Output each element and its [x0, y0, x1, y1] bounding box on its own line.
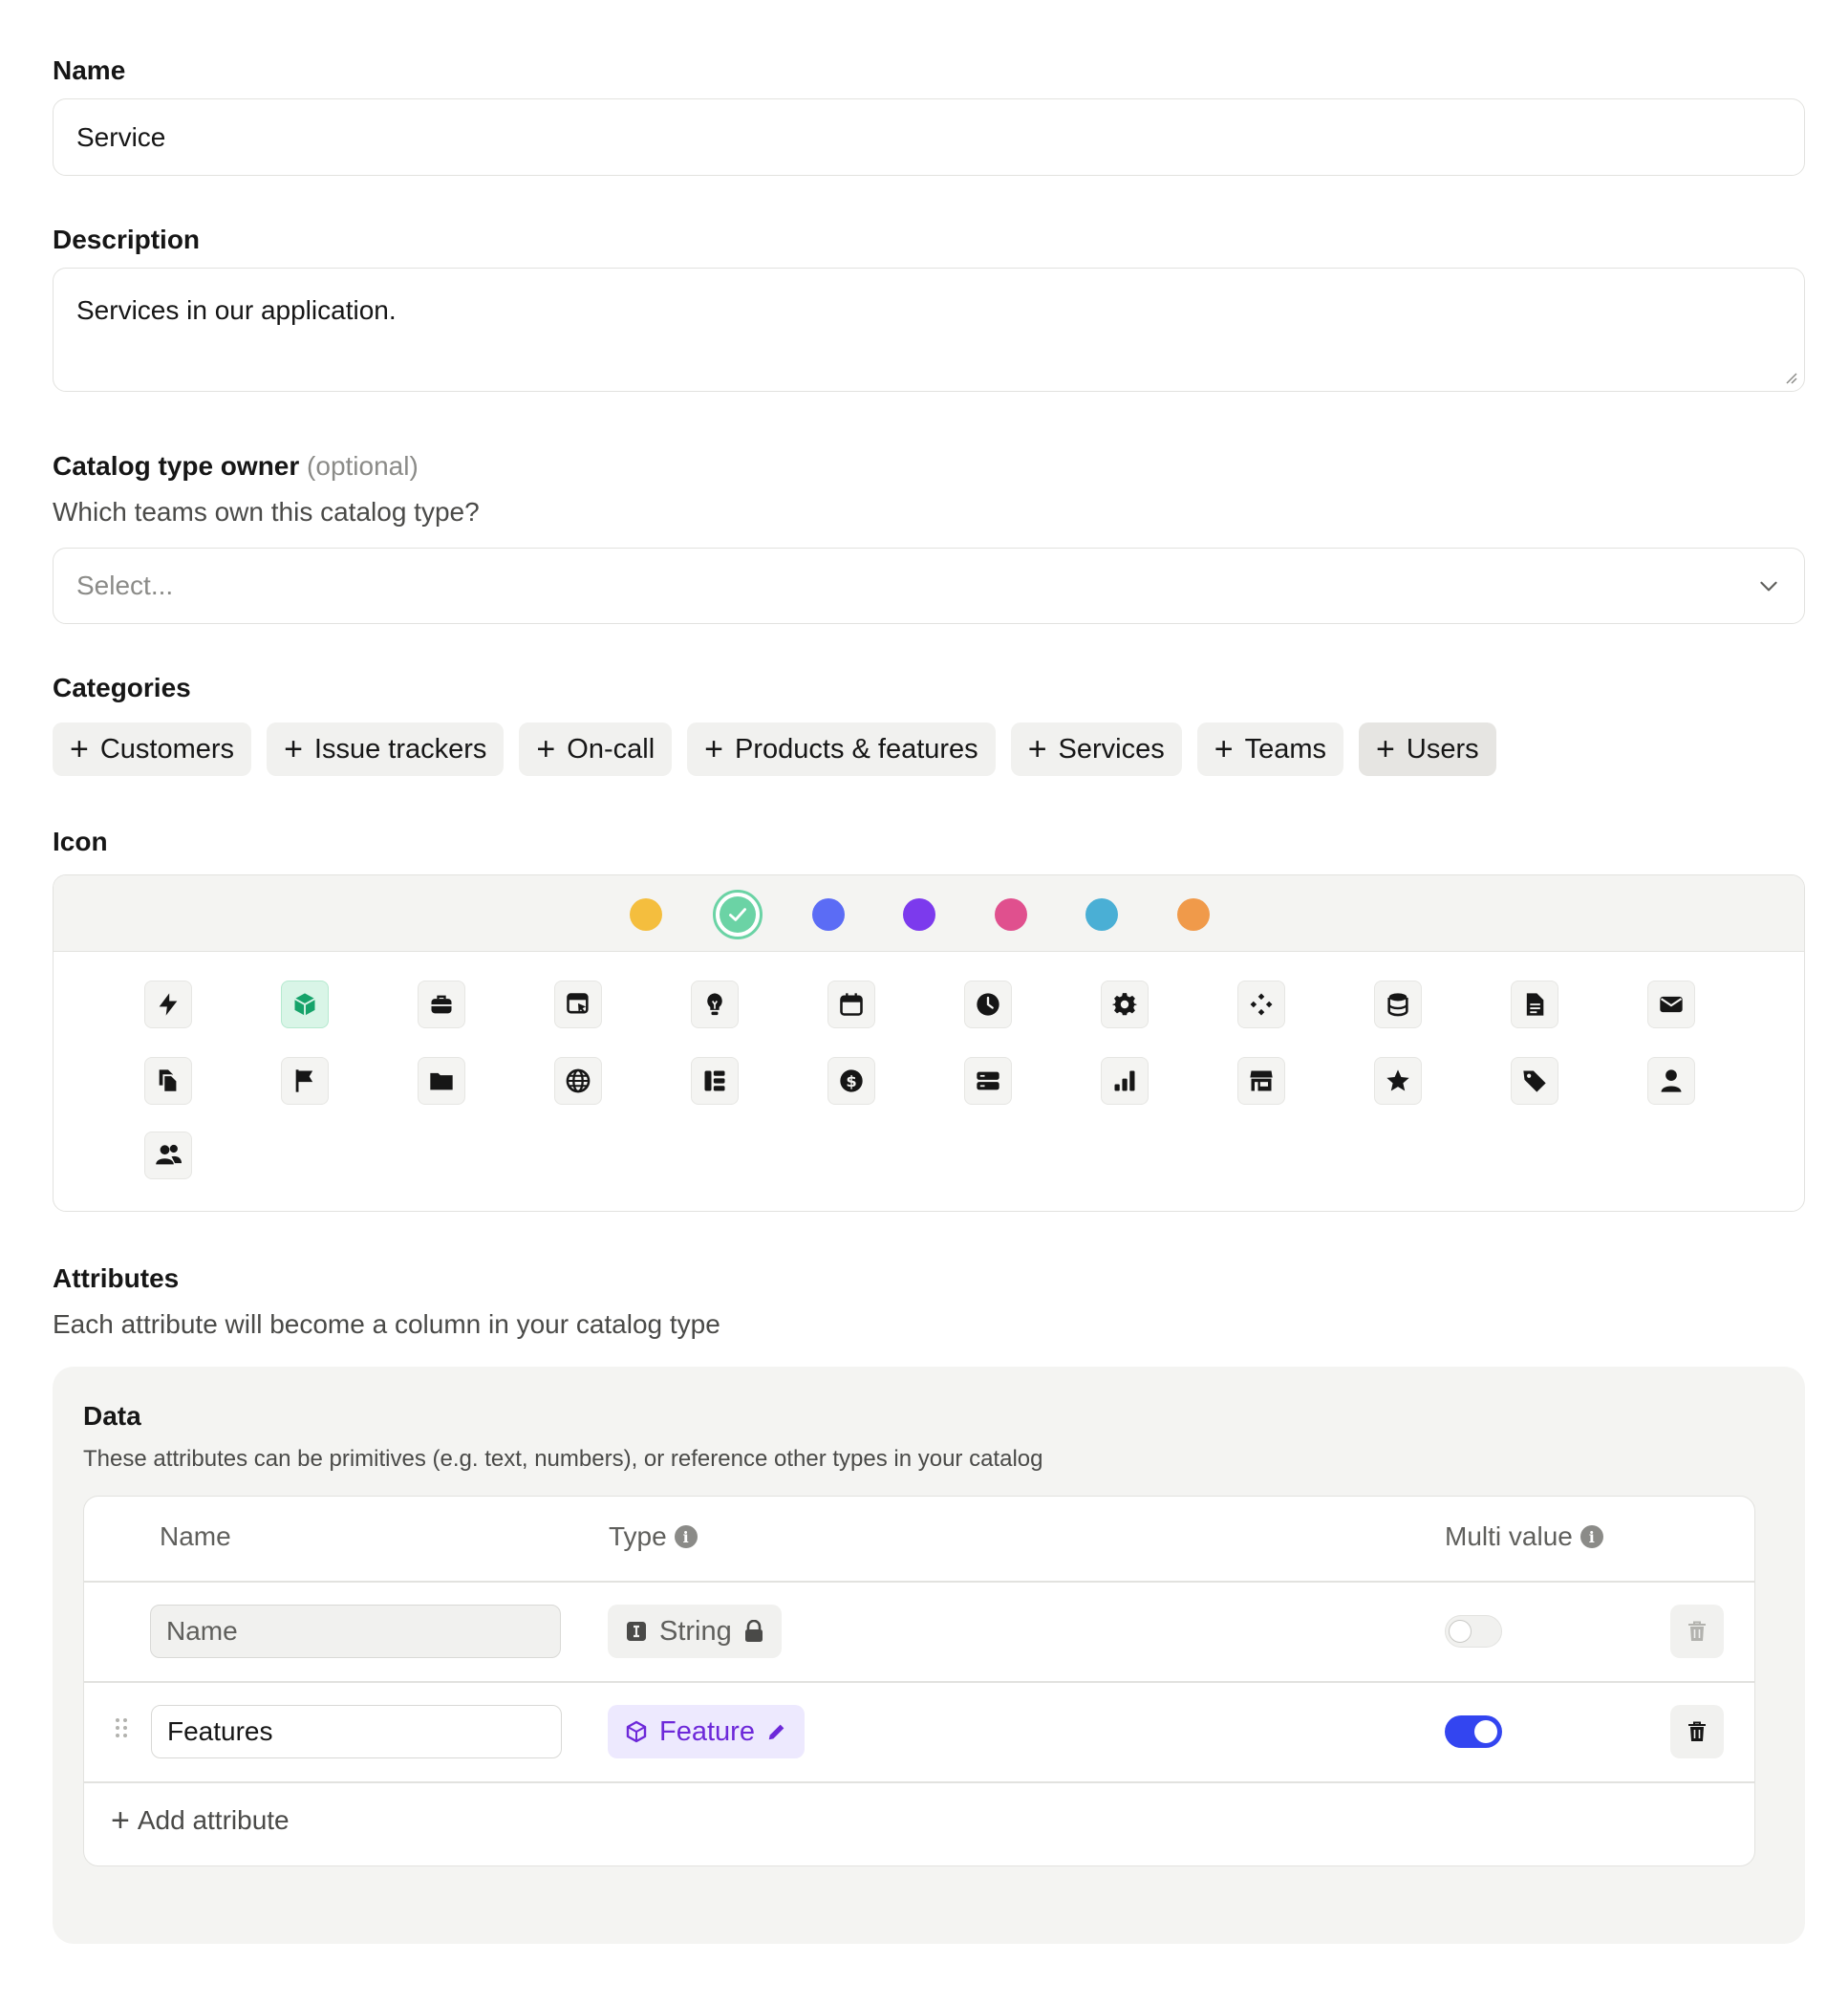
dollar-circle-icon[interactable]	[827, 1057, 875, 1105]
delete-button	[1670, 1605, 1724, 1658]
name-input-value: Service	[76, 121, 166, 152]
delete-button[interactable]	[1670, 1705, 1724, 1758]
category-chip-on-call[interactable]	[519, 722, 672, 776]
star-icon[interactable]	[1374, 1057, 1422, 1105]
color-swatch-orange[interactable]	[1177, 898, 1210, 931]
attribute-name-value: Features	[167, 1716, 273, 1746]
attributes-panel	[53, 1367, 1805, 1944]
check-icon	[725, 902, 750, 927]
category-chip-users[interactable]	[1359, 722, 1496, 776]
categories-label: Categories	[53, 673, 191, 702]
pencil-icon	[766, 1721, 787, 1742]
storefront-icon[interactable]	[1237, 1057, 1285, 1105]
info-icon[interactable]: i	[1580, 1525, 1603, 1548]
attribute-name-input[interactable]	[151, 1705, 562, 1758]
attributes-label: Attributes	[53, 1263, 180, 1293]
user-icon[interactable]	[1647, 1057, 1695, 1105]
envelope-icon[interactable]	[1647, 981, 1695, 1028]
svg-text:$: $	[846, 1071, 857, 1090]
attribute-name-input	[150, 1605, 561, 1658]
description-label: Description	[53, 225, 201, 254]
plus-icon: +	[1376, 731, 1395, 767]
multi-value-toggle[interactable]	[1445, 1715, 1502, 1748]
category-chip-customers[interactable]	[53, 722, 251, 776]
lock-icon	[743, 1620, 764, 1643]
owner-help: Which teams own this catalog type?	[53, 497, 480, 527]
owner-select-placeholder: Select...	[76, 571, 174, 600]
copy-documents-icon[interactable]	[144, 1057, 192, 1105]
category-chip-products-features[interactable]	[687, 722, 996, 776]
column-header-name	[160, 1521, 231, 1552]
attribute-type-label: Feature	[659, 1715, 755, 1747]
chevron-down-icon	[1756, 573, 1781, 598]
category-label: Issue trackers	[313, 733, 487, 765]
briefcase-icon[interactable]	[418, 981, 465, 1028]
globe-icon[interactable]	[554, 1057, 602, 1105]
description-value: Services in our application.	[76, 295, 397, 325]
lightbulb-icon[interactable]	[691, 981, 739, 1028]
icon-label: Icon	[53, 827, 108, 856]
divider	[84, 1781, 1754, 1783]
attribute-type-pill	[608, 1605, 782, 1658]
category-chip-issue-trackers[interactable]	[267, 722, 504, 776]
drag-handle-icon[interactable]	[114, 1716, 129, 1739]
text-cursor-icon	[625, 1620, 648, 1643]
users-icon[interactable]	[144, 1132, 192, 1179]
name-label: Name	[53, 55, 126, 85]
folder-icon[interactable]	[418, 1057, 465, 1105]
color-swatch-yellow[interactable]	[630, 898, 662, 931]
add-attribute-button[interactable]	[111, 1804, 290, 1837]
panel-help: These attributes can be primitives (e.g. text, numbers), or reference other types in your catalog	[83, 1446, 1043, 1472]
name-input[interactable]	[53, 98, 1805, 176]
calendar-icon[interactable]	[827, 981, 875, 1028]
attributes-help: Each attribute will become a column in your catalog type	[53, 1309, 720, 1339]
cube-icon[interactable]	[281, 981, 329, 1028]
divider	[84, 1581, 1754, 1583]
bolt-icon[interactable]	[144, 981, 192, 1028]
attribute-type-label: String	[659, 1615, 732, 1647]
gear-icon[interactable]	[1101, 981, 1149, 1028]
color-swatch-blue[interactable]	[812, 898, 845, 931]
categories-list	[53, 722, 1805, 776]
column-header-multi-value	[1445, 1521, 1603, 1552]
owner-optional: (optional)	[307, 451, 419, 481]
database-icon[interactable]	[1374, 981, 1422, 1028]
category-label: Customers	[99, 733, 235, 765]
clock-icon[interactable]	[964, 981, 1012, 1028]
divider	[84, 1681, 1754, 1683]
column-header-type	[609, 1521, 698, 1552]
plus-icon: +	[1027, 731, 1047, 767]
owner-select[interactable]	[53, 548, 1805, 624]
category-label: On-call	[567, 733, 655, 765]
description-textarea[interactable]	[53, 268, 1805, 392]
plus-icon: +	[284, 731, 303, 767]
server-icon[interactable]	[964, 1057, 1012, 1105]
color-swatch-pink[interactable]	[995, 898, 1027, 931]
category-label: Teams	[1244, 733, 1327, 765]
cube-icon	[625, 1720, 648, 1743]
multi-value-toggle	[1445, 1615, 1502, 1648]
plus-icon: +	[70, 731, 89, 767]
browser-cursor-icon[interactable]	[554, 981, 602, 1028]
flag-icon[interactable]	[281, 1057, 329, 1105]
category-label: Users	[1406, 733, 1479, 765]
document-icon[interactable]	[1511, 981, 1558, 1028]
column-header-type-label: Type	[609, 1521, 667, 1551]
list-layout-icon[interactable]	[691, 1057, 739, 1105]
plus-icon: +	[704, 731, 723, 767]
column-header-name-label: Name	[160, 1521, 231, 1551]
trash-icon	[1687, 1620, 1708, 1643]
bar-chart-icon[interactable]	[1101, 1057, 1149, 1105]
color-swatch-bar	[54, 875, 1804, 952]
components-icon[interactable]	[1237, 981, 1285, 1028]
owner-label	[53, 451, 1805, 482]
plus-icon: +	[536, 731, 556, 767]
info-icon[interactable]: i	[675, 1525, 698, 1548]
panel-title: Data	[83, 1401, 141, 1431]
attributes-table	[83, 1496, 1755, 1866]
category-label: Products & features	[735, 733, 978, 765]
category-chip-services[interactable]	[1011, 722, 1182, 776]
category-chip-teams[interactable]	[1197, 722, 1343, 776]
icon-grid	[54, 952, 1804, 1212]
trash-icon	[1687, 1720, 1708, 1743]
color-swatch-green[interactable]	[713, 890, 763, 939]
color-swatch-cyan[interactable]	[1085, 898, 1118, 931]
category-label: Services	[1058, 733, 1165, 765]
attribute-type-pill[interactable]	[608, 1705, 805, 1758]
tag-icon[interactable]	[1511, 1057, 1558, 1105]
resize-handle-icon[interactable]	[1783, 370, 1798, 385]
attribute-name-value: Name	[166, 1616, 238, 1646]
column-header-multi-label: Multi value	[1445, 1521, 1573, 1551]
color-swatch-purple[interactable]	[903, 898, 935, 931]
add-attribute-label: Add attribute	[137, 1805, 290, 1835]
icon-picker	[53, 874, 1805, 1212]
owner-label-text: Catalog type owner	[53, 451, 300, 481]
plus-icon: +	[111, 1802, 130, 1839]
plus-icon: +	[1214, 731, 1234, 767]
